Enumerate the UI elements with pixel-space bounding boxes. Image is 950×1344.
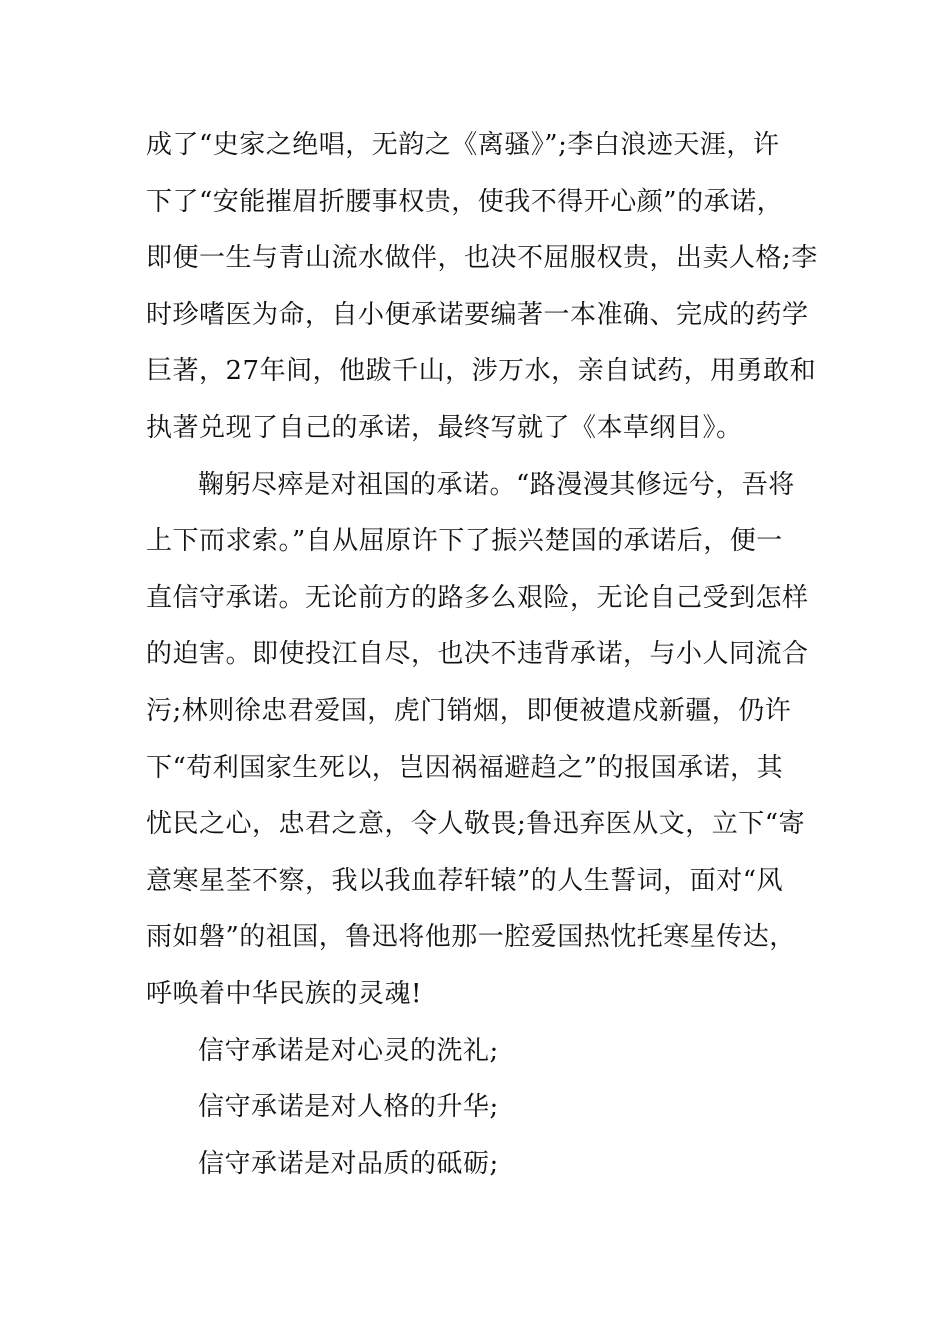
text-line: 雨如磐”的祖国，鲁迅将他那一腔爱国热忱托寒星传达，: [146, 922, 796, 953]
text-line: 直信守承诺。无论前方的路多么艰险，无论自己受到怎样: [146, 582, 809, 613]
body-text: [146, 117, 816, 1192]
text-line: 信守承诺是对心灵的洗礼;: [198, 1035, 499, 1066]
text-line: 忧民之心，忠君之意，令人敬畏;鲁迅弃医从文，立下“寄: [146, 809, 806, 840]
text-line: 信守承诺是对品质的砥砺;: [198, 1148, 499, 1179]
text-line: 下“苟利国家生死以，岂因祸福避趋之”的报国承诺，其: [146, 752, 784, 783]
text-line: 呼唤着中华民族的灵魂!: [146, 978, 422, 1009]
text-line: 巨著，27年间，他跋千山，涉万水，亲自试药，用勇敢和: [146, 356, 817, 387]
text-line: 污;林则徐忠君爱国，虎门销烟，即便被遣戍新疆，仍许: [146, 695, 792, 726]
text-line: 信守承诺是对人格的升华;: [198, 1092, 499, 1123]
text-line: 时珍嗜医为命，自小便承诺要编著一本准确、完成的药学: [146, 299, 809, 330]
text-line: 下了“安能摧眉折腰事权贵，使我不得开心颜”的承诺，: [146, 186, 784, 217]
text-line: 成了“史家之绝唱，无韵之《离骚》”;李白浪迹天涯，许: [146, 130, 780, 160]
closing-lines: [146, 1023, 816, 1193]
paragraph-1: [146, 117, 816, 457]
text-line: 鞠躬尽瘁是对祖国的承诺。“路漫漫其修远兮，吾将: [198, 469, 795, 500]
text-line: 意寒星荃不察，我以我血荐轩辕”的人生誓词，面对“风: [146, 865, 784, 896]
paragraph-2: [146, 457, 816, 1023]
text-line: 即便一生与青山流水做伴，也决不屈服权贵，出卖人格;李: [146, 243, 818, 274]
text-line: 的迫害。即使投江自尽，也决不违背承诺，与小人同流合: [146, 639, 809, 670]
text-line: 执著兑现了自己的承诺，最终写就了《本草纲目》。: [146, 412, 743, 443]
text-line: 上下而求索。”自从屈原许下了振兴楚国的承诺后，便一: [146, 526, 783, 557]
